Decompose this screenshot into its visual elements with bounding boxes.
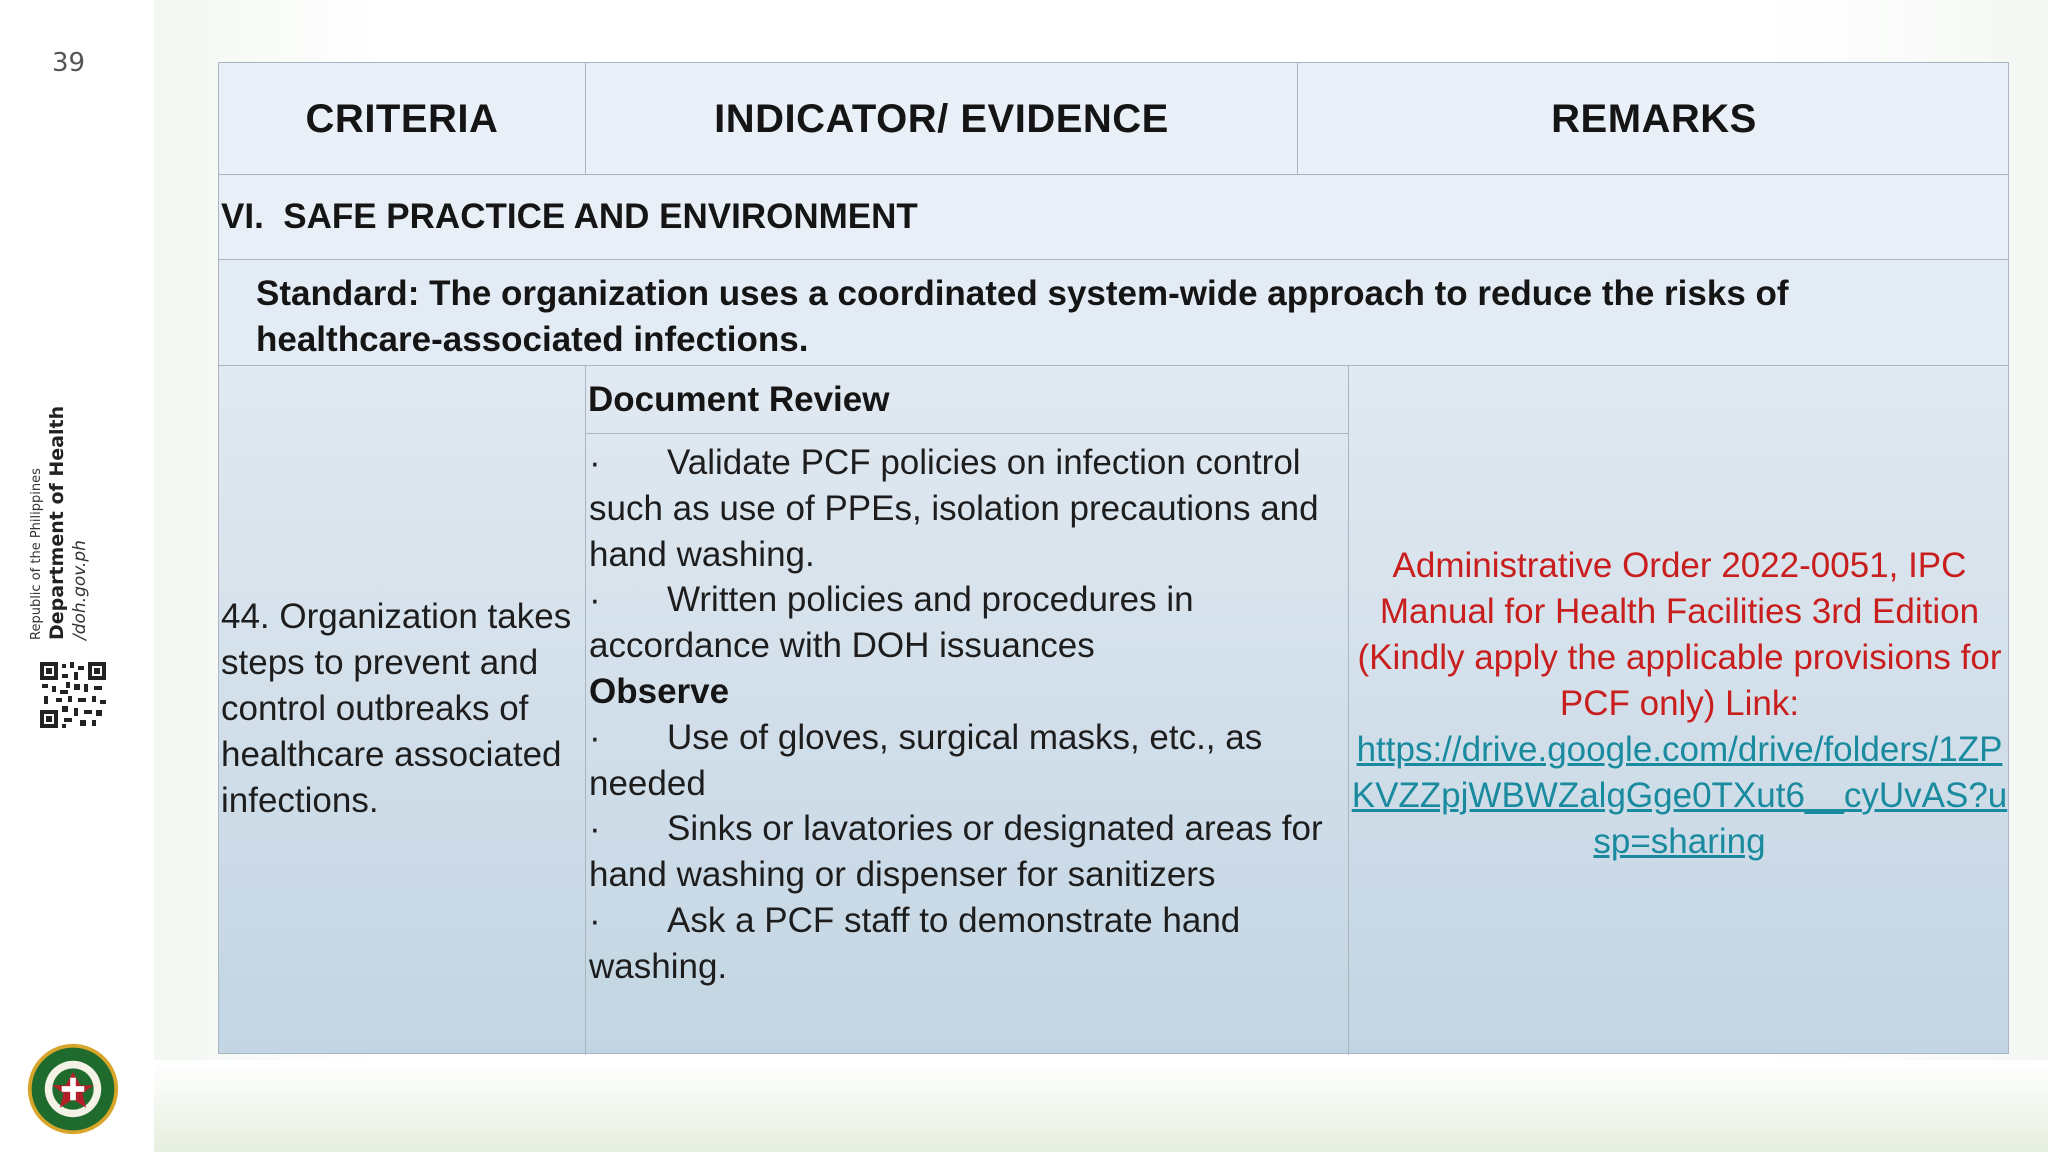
list-item bbox=[589, 715, 1340, 807]
list-item bbox=[589, 898, 1340, 990]
list-item-text: Validate PCF policies on infection control such as use of PPEs, isolation precautions and hand washing. bbox=[589, 443, 1319, 574]
header-indicator: INDICATOR/ EVIDENCE bbox=[586, 63, 1298, 175]
doh-branding bbox=[28, 340, 128, 640]
remarks-cell bbox=[1349, 366, 2010, 1055]
indicator-list bbox=[586, 434, 1348, 990]
bullet-icon: · bbox=[589, 717, 601, 757]
doh-seal-icon bbox=[26, 1042, 120, 1136]
page-number: 39 bbox=[52, 48, 86, 78]
remarks-text: Administrative Order 2022-0051, IPC Manual for Health Facilities 3rd Edition (Kindly apply the applicable provisions for PCF only) Link: bbox=[1357, 545, 2002, 723]
table-header-row bbox=[219, 63, 2008, 175]
slide-bottom-band bbox=[154, 1060, 2048, 1152]
qr-code-icon bbox=[40, 662, 106, 728]
header-remarks: REMARKS bbox=[1551, 96, 1757, 141]
bullet-icon: · bbox=[589, 443, 601, 482]
list-item-text: Ask a PCF staff to demonstrate hand washing. bbox=[589, 900, 1241, 986]
list-item-text: Use of gloves, surgical masks, etc., as needed bbox=[589, 717, 1263, 803]
document-review-label: Document Review bbox=[588, 379, 890, 419]
criteria-text: 44. Organization takes steps to prevent and control outbreaks of healthcare associated infections. bbox=[221, 596, 572, 820]
list-item bbox=[589, 440, 1340, 577]
list-item-text: Written policies and procedures in accordance with DOH issuances bbox=[589, 580, 1194, 666]
criteria-cell bbox=[219, 366, 586, 1055]
document-review-heading bbox=[586, 366, 1348, 434]
standard-text: Standard: The organization uses a coordinated system-wide approach to reduce the risks of healthcare-associated infections. bbox=[256, 274, 1789, 359]
remarks-link[interactable]: https://drive.google.com/drive/folders/1ZPKVZZpjWBWZalgGge0TXut6__cyUvAS?usp=sharing bbox=[1351, 729, 2008, 861]
standard-statement bbox=[219, 260, 2008, 366]
bullet-icon: · bbox=[589, 580, 601, 620]
indicator-cell bbox=[586, 366, 1349, 1055]
list-item-text: Sinks or lavatories or designated areas for hand washing or dispenser for sanitizers bbox=[589, 809, 1323, 895]
bullet-icon: · bbox=[589, 809, 601, 849]
section-title bbox=[219, 175, 2008, 260]
list-item bbox=[589, 577, 1340, 669]
table-row bbox=[219, 366, 2008, 1055]
list-item bbox=[589, 806, 1340, 898]
header-criteria: CRITERIA bbox=[219, 63, 586, 175]
brand-website: /doh.gov.ph bbox=[70, 540, 90, 640]
section-title-text: VI. SAFE PRACTICE AND ENVIRONMENT bbox=[221, 197, 918, 236]
brand-department: Department of Health bbox=[46, 405, 68, 640]
brand-republic: Republic of the Philippines bbox=[29, 468, 44, 640]
bullet-icon: · bbox=[589, 900, 601, 940]
assessment-table bbox=[218, 62, 2009, 1054]
observe-label: Observe bbox=[589, 671, 730, 711]
